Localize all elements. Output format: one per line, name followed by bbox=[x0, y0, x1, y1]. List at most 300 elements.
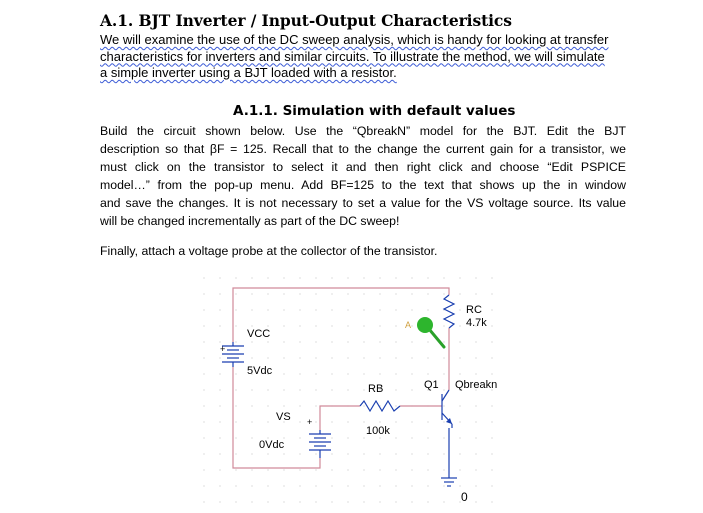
grid-dot bbox=[219, 325, 220, 326]
grid-dot bbox=[395, 421, 396, 422]
grid-dot bbox=[491, 405, 492, 406]
grid-dot bbox=[395, 325, 396, 326]
grid-dot bbox=[283, 373, 284, 374]
grid-dot bbox=[395, 357, 396, 358]
intro-line-3-text: a simple inverter using a BJT loaded with a resistor. bbox=[100, 65, 397, 80]
grid-dot bbox=[347, 485, 348, 486]
heading-title: A.1. BJT Inverter / Input-Output Characteristics bbox=[100, 11, 512, 30]
grid-dot bbox=[267, 453, 268, 454]
grid-dot bbox=[363, 341, 364, 342]
grid-dot bbox=[251, 405, 252, 406]
intro-line-1: We will examine the use of the DC sweep analysis, which is handy for looking at transfer bbox=[100, 32, 609, 47]
grid-dot bbox=[235, 277, 236, 278]
intro-paragraph bbox=[100, 32, 640, 82]
grid-dot bbox=[219, 277, 220, 278]
grid-dot bbox=[411, 341, 412, 342]
grid-dot bbox=[299, 453, 300, 454]
grid-dot bbox=[475, 501, 476, 502]
grid-dot bbox=[267, 501, 268, 502]
grid-dot bbox=[427, 501, 428, 502]
grid-dot bbox=[203, 437, 204, 438]
grid-dot bbox=[427, 485, 428, 486]
grid-dot bbox=[491, 485, 492, 486]
grid-dot bbox=[251, 485, 252, 486]
grid-dot bbox=[491, 357, 492, 358]
grid-dot bbox=[315, 293, 316, 294]
para-line-5: and save the changes. It is not necessary to set a value for the VS voltage source. Its value bbox=[100, 196, 626, 210]
grid-dot bbox=[331, 437, 332, 438]
grid-dot bbox=[315, 325, 316, 326]
grid-dot bbox=[299, 501, 300, 502]
grid-dot bbox=[283, 469, 284, 470]
grid-dot bbox=[379, 469, 380, 470]
grid-dot bbox=[443, 469, 444, 470]
grid-dot bbox=[283, 309, 284, 310]
grid-dot bbox=[331, 325, 332, 326]
grid-dot bbox=[203, 389, 204, 390]
grid-dot bbox=[395, 453, 396, 454]
grid-dot bbox=[251, 389, 252, 390]
grid-dot bbox=[475, 453, 476, 454]
grid-dot bbox=[491, 293, 492, 294]
grid-dot bbox=[363, 469, 364, 470]
grid-dot bbox=[219, 469, 220, 470]
grid-dot bbox=[203, 277, 204, 278]
grid-dot bbox=[427, 341, 428, 342]
grid-dot bbox=[203, 485, 204, 486]
grid-dot bbox=[203, 405, 204, 406]
rc-resistor-symbol bbox=[444, 295, 454, 328]
grid-dot bbox=[475, 357, 476, 358]
grid-dot bbox=[363, 389, 364, 390]
grid-dot bbox=[363, 357, 364, 358]
grid-dot bbox=[395, 373, 396, 374]
grid-dot bbox=[299, 357, 300, 358]
grid-dot bbox=[315, 389, 316, 390]
grid-dot bbox=[203, 469, 204, 470]
grid-dot bbox=[299, 405, 300, 406]
para-line-6: will be changed incrementally as part of the DC sweep! bbox=[100, 214, 400, 228]
circuit-schematic bbox=[200, 270, 510, 510]
grid-dot bbox=[203, 341, 204, 342]
grid-dot bbox=[267, 325, 268, 326]
grid-dot bbox=[491, 309, 492, 310]
grid-dot bbox=[395, 405, 396, 406]
grid-dot bbox=[331, 389, 332, 390]
grid-dot bbox=[219, 357, 220, 358]
grid-dot bbox=[331, 309, 332, 310]
grid-dot bbox=[411, 453, 412, 454]
grid-dot bbox=[379, 437, 380, 438]
q1-model: Qbreakn bbox=[455, 379, 498, 391]
grid-dot bbox=[491, 453, 492, 454]
grid-dot bbox=[459, 373, 460, 374]
grid-dot bbox=[427, 469, 428, 470]
grid-dot bbox=[411, 277, 412, 278]
grid-dot bbox=[267, 469, 268, 470]
grid-dot bbox=[475, 277, 476, 278]
grid-dot bbox=[475, 373, 476, 374]
grid-dot bbox=[347, 373, 348, 374]
grid-dot bbox=[235, 373, 236, 374]
grid-dot bbox=[411, 293, 412, 294]
grid-dot bbox=[395, 389, 396, 390]
grid-dot bbox=[315, 501, 316, 502]
vs-label: VS bbox=[276, 411, 291, 423]
grid-dot bbox=[379, 293, 380, 294]
grid-dot bbox=[491, 341, 492, 342]
grid-dot bbox=[363, 373, 364, 374]
grid-dot bbox=[379, 325, 380, 326]
grid-dot bbox=[219, 389, 220, 390]
grid-dot bbox=[443, 277, 444, 278]
grid-dot bbox=[427, 277, 428, 278]
grid-dot bbox=[395, 437, 396, 438]
grid-dot bbox=[251, 325, 252, 326]
grid-dot bbox=[251, 437, 252, 438]
intro-line-3 bbox=[100, 65, 640, 82]
grid-dot bbox=[331, 277, 332, 278]
grid-dot bbox=[251, 357, 252, 358]
grid-dot bbox=[427, 373, 428, 374]
q1-transistor-symbol bbox=[442, 390, 452, 424]
grid-dot bbox=[443, 373, 444, 374]
grid-dot bbox=[315, 453, 316, 454]
grid-dot bbox=[283, 453, 284, 454]
vcc-source-symbol bbox=[222, 342, 244, 367]
grid-dot bbox=[491, 501, 492, 502]
grid-dot bbox=[475, 421, 476, 422]
grid-dot bbox=[283, 405, 284, 406]
rc-value: 4.7k bbox=[466, 317, 487, 329]
grid-dot bbox=[331, 501, 332, 502]
grid-dot bbox=[203, 373, 204, 374]
grid-dot bbox=[411, 421, 412, 422]
grid-dot bbox=[427, 453, 428, 454]
grid-dot bbox=[427, 437, 428, 438]
grid-dot bbox=[267, 421, 268, 422]
grid-dot bbox=[219, 453, 220, 454]
grid-dot bbox=[347, 277, 348, 278]
grid-dot bbox=[363, 405, 364, 406]
vcc-value: 5Vdc bbox=[247, 365, 273, 377]
grid-dot bbox=[411, 389, 412, 390]
grid-dot bbox=[379, 373, 380, 374]
grid-dot bbox=[331, 373, 332, 374]
grid-dot bbox=[347, 293, 348, 294]
grid-dot bbox=[347, 421, 348, 422]
grid-dot bbox=[203, 309, 204, 310]
grid-dot bbox=[203, 357, 204, 358]
grid-dot bbox=[251, 501, 252, 502]
grid-dot bbox=[315, 485, 316, 486]
vcc-plus-sign: + bbox=[220, 344, 226, 354]
grid-dot bbox=[475, 485, 476, 486]
q1-label: Q1 bbox=[424, 379, 439, 391]
grid-dot bbox=[379, 421, 380, 422]
grid-dot bbox=[299, 293, 300, 294]
para-line-2: description so that βF = 125. Recall that to the change the current gain for a transistor, we bbox=[100, 142, 626, 156]
grid-dot bbox=[299, 341, 300, 342]
probe-marker-letter: A bbox=[405, 320, 412, 330]
grid-dot bbox=[411, 325, 412, 326]
grid-dot bbox=[459, 341, 460, 342]
grid-dot bbox=[443, 341, 444, 342]
grid-dot bbox=[363, 453, 364, 454]
grid-dot bbox=[235, 501, 236, 502]
grid-dot bbox=[363, 485, 364, 486]
grid-dot bbox=[459, 437, 460, 438]
grid-dot bbox=[475, 293, 476, 294]
grid-dot bbox=[411, 501, 412, 502]
grid-dot bbox=[203, 325, 204, 326]
grid-dot bbox=[411, 469, 412, 470]
grid-dot bbox=[235, 469, 236, 470]
grid-dot bbox=[299, 309, 300, 310]
rc-label: RC bbox=[466, 304, 482, 316]
grid-dot bbox=[283, 277, 284, 278]
intro-line-2: characteristics for inverters and similar circuits. To illustrate the method, we will simulate bbox=[100, 48, 605, 64]
grid-dot bbox=[219, 437, 220, 438]
grid-dot bbox=[283, 501, 284, 502]
grid-dot bbox=[427, 421, 428, 422]
grid-dot bbox=[459, 293, 460, 294]
grid-dot bbox=[363, 437, 364, 438]
grid-dot bbox=[363, 501, 364, 502]
grid-dot bbox=[395, 341, 396, 342]
grid-dot bbox=[331, 453, 332, 454]
grid-dot bbox=[267, 341, 268, 342]
grid-dot bbox=[395, 309, 396, 310]
ground-label: 0 bbox=[461, 490, 468, 504]
grid-dot bbox=[219, 485, 220, 486]
grid-dot bbox=[251, 293, 252, 294]
grid-dot bbox=[331, 485, 332, 486]
section-heading: A.1.1. Simulation with default values bbox=[233, 103, 516, 119]
grid-dot bbox=[251, 453, 252, 454]
grid-dot bbox=[411, 437, 412, 438]
grid-dot bbox=[251, 469, 252, 470]
grid-dot bbox=[315, 469, 316, 470]
grid-dot bbox=[459, 405, 460, 406]
grid-dot bbox=[267, 389, 268, 390]
grid-dot bbox=[379, 341, 380, 342]
vs-plus-sign: + bbox=[307, 417, 313, 427]
grid-dot bbox=[379, 357, 380, 358]
grid-dot bbox=[475, 341, 476, 342]
grid-dot bbox=[203, 501, 204, 502]
grid-dot bbox=[475, 437, 476, 438]
grid-dot bbox=[331, 421, 332, 422]
grid-dot bbox=[219, 293, 220, 294]
grid-dot bbox=[411, 357, 412, 358]
grid-dot bbox=[347, 309, 348, 310]
grid-dot bbox=[315, 309, 316, 310]
grid-dot bbox=[427, 357, 428, 358]
grid-dot bbox=[443, 485, 444, 486]
grid-dot bbox=[235, 309, 236, 310]
grid-dot bbox=[427, 309, 428, 310]
grid-dot bbox=[331, 469, 332, 470]
grid-dot bbox=[235, 485, 236, 486]
grid-dot bbox=[347, 325, 348, 326]
grid-dot bbox=[443, 501, 444, 502]
grid-dot bbox=[395, 293, 396, 294]
vcc-label: VCC bbox=[247, 328, 271, 340]
grid-dot bbox=[235, 405, 236, 406]
grid-dot bbox=[379, 485, 380, 486]
grid-dot bbox=[203, 421, 204, 422]
grid-dot bbox=[219, 501, 220, 502]
grid-dot bbox=[347, 453, 348, 454]
grid-dot bbox=[443, 453, 444, 454]
grid-dot bbox=[219, 373, 220, 374]
grid-dot bbox=[331, 293, 332, 294]
grid-dot bbox=[459, 469, 460, 470]
grid-dot bbox=[395, 485, 396, 486]
grid-dot bbox=[267, 293, 268, 294]
grid-dot bbox=[251, 341, 252, 342]
grid-dot bbox=[411, 485, 412, 486]
grid-dot bbox=[459, 309, 460, 310]
grid-dot bbox=[219, 421, 220, 422]
grid-dot bbox=[363, 277, 364, 278]
grid-dot bbox=[363, 309, 364, 310]
grid-dot bbox=[267, 357, 268, 358]
grid-dot bbox=[283, 485, 284, 486]
rb-label: RB bbox=[368, 383, 384, 395]
grid-dot bbox=[411, 373, 412, 374]
grid-dot bbox=[411, 309, 412, 310]
grid-dot bbox=[299, 437, 300, 438]
grid-dot bbox=[379, 453, 380, 454]
grid-dot bbox=[235, 421, 236, 422]
grid-dot bbox=[363, 421, 364, 422]
grid-dot bbox=[251, 277, 252, 278]
grid-dot bbox=[475, 469, 476, 470]
para-line-3: must click on the transistor to select it and then right click and choose “Edit PSPICE bbox=[100, 160, 626, 174]
grid-dot bbox=[491, 277, 492, 278]
grid-dot bbox=[347, 437, 348, 438]
grid-dot bbox=[443, 437, 444, 438]
grid-dot bbox=[491, 421, 492, 422]
grid-dot bbox=[235, 293, 236, 294]
grid-dot bbox=[459, 325, 460, 326]
grid-dot bbox=[315, 357, 316, 358]
para-line-1: Build the circuit shown below. Use the “QbreakN” model for the BJT. Edit the BJT bbox=[100, 124, 626, 138]
vs-value: 0Vdc bbox=[259, 439, 285, 451]
grid-dot bbox=[347, 469, 348, 470]
grid-dot bbox=[443, 389, 444, 390]
grid-dot bbox=[443, 357, 444, 358]
grid-dot bbox=[235, 341, 236, 342]
grid-dot bbox=[235, 325, 236, 326]
grid-dot bbox=[443, 325, 444, 326]
grid-dot bbox=[379, 309, 380, 310]
grid-dot bbox=[283, 325, 284, 326]
grid-dot bbox=[379, 277, 380, 278]
grid-dot bbox=[315, 405, 316, 406]
grid-dot bbox=[235, 389, 236, 390]
grid-dot bbox=[219, 341, 220, 342]
ground-symbol bbox=[441, 424, 457, 486]
grid-dot bbox=[443, 421, 444, 422]
final-instruction: Finally, attach a voltage probe at the collector of the transistor. bbox=[100, 244, 438, 258]
grid-dot bbox=[331, 341, 332, 342]
grid-dot bbox=[443, 293, 444, 294]
grid-dot bbox=[235, 437, 236, 438]
grid-dot bbox=[459, 453, 460, 454]
grid-dot bbox=[395, 277, 396, 278]
voltage-probe-icon[interactable] bbox=[417, 317, 444, 347]
grid-dot bbox=[347, 357, 348, 358]
grid-dot bbox=[299, 277, 300, 278]
grid-dot bbox=[347, 341, 348, 342]
grid-dot bbox=[283, 389, 284, 390]
grid-dot bbox=[315, 373, 316, 374]
grid-dot bbox=[491, 325, 492, 326]
grid-dot bbox=[251, 309, 252, 310]
grid-dot bbox=[283, 341, 284, 342]
instructions-paragraph bbox=[100, 122, 626, 230]
grid-dot bbox=[219, 309, 220, 310]
grid-dot bbox=[347, 501, 348, 502]
grid-dot bbox=[299, 373, 300, 374]
grid-dot bbox=[331, 357, 332, 358]
grid-dot bbox=[363, 325, 364, 326]
grid-dot bbox=[251, 421, 252, 422]
grid-dot bbox=[299, 469, 300, 470]
grid-dot bbox=[267, 405, 268, 406]
grid-dot bbox=[475, 405, 476, 406]
grid-dot bbox=[267, 485, 268, 486]
grid-dot bbox=[395, 469, 396, 470]
grid-dot bbox=[299, 421, 300, 422]
grid-dot bbox=[491, 373, 492, 374]
rb-value: 100k bbox=[366, 425, 390, 437]
grid-dot bbox=[315, 421, 316, 422]
grid-dot bbox=[283, 357, 284, 358]
grid-dot bbox=[459, 357, 460, 358]
grid-dot bbox=[299, 325, 300, 326]
grid-dot bbox=[203, 453, 204, 454]
grid-dot bbox=[491, 437, 492, 438]
grid-dot bbox=[299, 485, 300, 486]
para-line-4: model…” from the pop-up menu. Add BF=125 to the text that shows up the in window bbox=[100, 178, 626, 192]
grid-dot bbox=[267, 277, 268, 278]
grid-dot bbox=[443, 405, 444, 406]
grid-dot bbox=[459, 421, 460, 422]
grid-dot bbox=[427, 293, 428, 294]
grid-dot bbox=[219, 405, 220, 406]
grid-dot bbox=[347, 389, 348, 390]
wire-vs-to-rb bbox=[320, 406, 360, 430]
grid-dot bbox=[459, 485, 460, 486]
grid-dot bbox=[267, 309, 268, 310]
vs-source-symbol bbox=[309, 430, 331, 458]
grid-dot bbox=[363, 293, 364, 294]
grid-dot bbox=[283, 293, 284, 294]
grid-dot bbox=[315, 277, 316, 278]
grid-dot bbox=[395, 501, 396, 502]
grid-dot bbox=[299, 389, 300, 390]
grid-dot bbox=[491, 469, 492, 470]
grid-dot bbox=[459, 277, 460, 278]
grid-dot bbox=[203, 293, 204, 294]
grid-dot bbox=[379, 501, 380, 502]
grid-dot bbox=[235, 453, 236, 454]
grid-dot bbox=[315, 341, 316, 342]
